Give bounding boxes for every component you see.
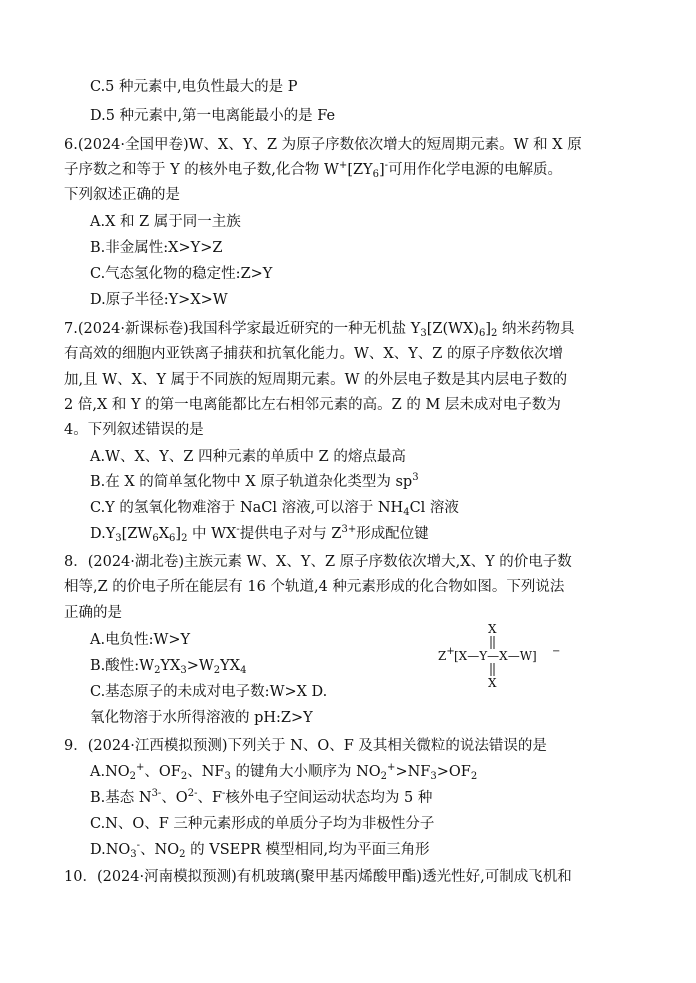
q6-option-a: A.X 和 Z 属于同一主族 bbox=[90, 214, 241, 230]
q8-option-c: C.基态原子的未成对电子数:W>X D. bbox=[90, 684, 328, 700]
q6-option-d: D.原子半径:Y>X>W bbox=[90, 292, 228, 308]
q5-option-c: C.5 种元素中,电负性最大的是 P bbox=[90, 79, 298, 95]
q9-option-c: C.N、O、F 三种元素形成的单质分子均为非极性分子 bbox=[90, 816, 435, 832]
q6-option-c: C.气态氢化物的稳定性:Z>Y bbox=[90, 266, 273, 282]
q7-stem-line3: 加,且 W、X、Y 属于不同族的短周期元素。W 的外层电子数是其内层电子数的 bbox=[64, 372, 568, 388]
q6-option-b: B.非金属性:X>Y>Z bbox=[90, 240, 223, 256]
structure-anion-charge: − bbox=[552, 646, 561, 657]
q10-stem: 10．(2024·河南模拟预测)有机玻璃(聚甲基丙烯酸甲酯)透光性好,可制成飞机和 bbox=[64, 869, 572, 885]
q8-stem-line1: 8．(2024·湖北卷)主族元素 W、X、Y、Z 原子序数依次增大,X、Y 的价电子数 bbox=[64, 554, 572, 570]
q9-option-a: $A.NO_2^+$、$OF_2$、$NF_3$ 的键角大小顺序为 $NO_2^+>NF_3>OF_2$ bbox=[90, 762, 478, 782]
q7-stem-line1: 7.(2024·新课标卷)我国科学家最近研究的一种无机盐 $Y_3[Z(WX)_6]_2$ 纳米药物具 bbox=[64, 321, 575, 339]
structure-bottom-x: X bbox=[488, 676, 497, 690]
q8-stem-line3: 正确的是 bbox=[64, 605, 122, 621]
q5-option-d: D.5 种元素中,第一电离能最小的是 Fe bbox=[90, 108, 336, 124]
q8-option-b: B.酸性$:W_2YX_3>W_2YX_4$ bbox=[90, 658, 247, 676]
q7-option-a: A.W、X、Y、Z 四种元素的单质中 Z 的熔点最高 bbox=[90, 449, 406, 465]
q9-stem: 9．(2024·江西模拟预测)下列关于 N、O、F 及其相关微粒的说法错误的是 bbox=[64, 738, 547, 754]
q7-stem-line4: 2 倍,X 和 Y 的第一电离能都比左右相邻元素的高。Z 的 M 层未成对电子数为 bbox=[64, 397, 561, 413]
q9-option-b: B.基态 $N^{3-}$、$O^{2-}$、F-核外电子空间运动状态均为 5 种 bbox=[90, 788, 433, 806]
q6-stem-line2: 子序数之和等于 Y 的核外电子数,化合物 $W^+[ZY_6]^-$可用作化学电源的电解质。 bbox=[64, 160, 563, 180]
q8-compound-structure bbox=[438, 622, 568, 688]
q8-stem-line2: 相等,Z 的价电子所在能层有 16 个轨道,4 种元素形成的化合物如图。下列说法 bbox=[64, 579, 565, 595]
q6-stem-line1: 6.(2024·全国甲卷)W、X、Y、Z 为原子序数依次增大的短周期元素。W 和 X 原 bbox=[64, 137, 582, 153]
structure-z-cation: Z+ bbox=[438, 646, 455, 663]
q6-stem-line3: 下列叙述正确的是 bbox=[64, 187, 180, 203]
structure-top-x: X bbox=[488, 622, 497, 636]
q7-option-d: $D.Y_3[ZW_6X_6]_2$ 中 WX-提供电子对与 $Z^{3+}$形成配位键 bbox=[90, 524, 429, 544]
q7-option-b: B.在 X 的简单氢化物中 X 原子轨道杂化类型为 $sp^3$ bbox=[90, 472, 419, 490]
q9-option-d: $D.NO_3^-$、$NO_2$ 的 VSEPR 模型相同,均为平面三角形 bbox=[90, 840, 430, 860]
q7-stem-line5: 4。下列叙述错误的是 bbox=[64, 422, 204, 438]
structure-main-chain: [X—Y—X—W] bbox=[454, 649, 537, 663]
q7-option-c: C.Y 的氢氧化物难溶于 NaCl 溶液,可以溶于 $NH_4Cl$ 溶液 bbox=[90, 500, 459, 518]
q8-option-a: A.电负性:W>Y bbox=[90, 632, 191, 648]
q7-stem-line2: 有高效的细胞内亚铁离子捕获和抗氧化能力。W、X、Y、Z 的原子序数依次增 bbox=[64, 346, 563, 362]
q8-option-d: 氧化物溶于水所得溶液的 pH:Z>Y bbox=[90, 710, 313, 726]
